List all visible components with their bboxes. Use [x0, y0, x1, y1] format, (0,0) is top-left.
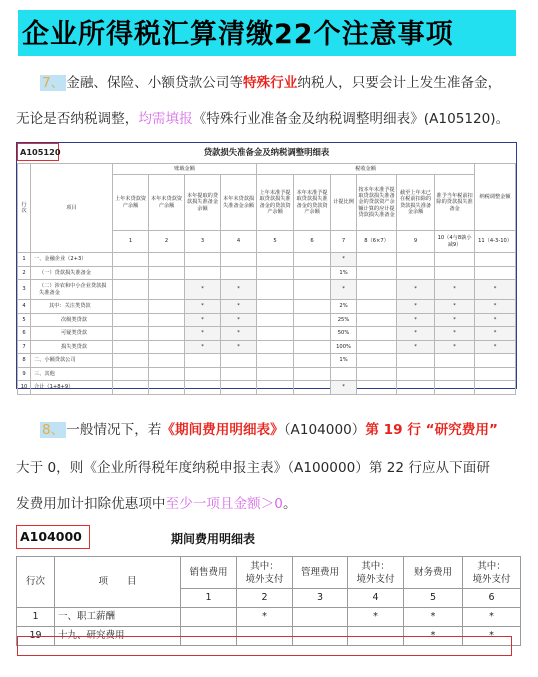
table1-row-label: 二、小额贷款公司: [31, 354, 113, 368]
table1-cell: [357, 313, 397, 327]
table1-cell: [294, 381, 331, 395]
table1-cell: [149, 381, 185, 395]
table1-row: [18, 327, 516, 341]
table1-cell: [113, 367, 149, 381]
table1-cell: [149, 327, 185, 341]
table1-cell: [113, 253, 149, 267]
table1-row: [18, 354, 516, 368]
table-a105120: [16, 142, 517, 389]
table1-cell: [185, 381, 221, 395]
table1-cell: *: [475, 300, 516, 314]
table1-row-label: 次级类贷款: [31, 313, 113, 327]
table1-cell: [294, 266, 331, 280]
table1-cell: 1%: [331, 266, 357, 280]
table1-cell: [397, 381, 435, 395]
table1-cell: [397, 253, 435, 267]
table1-cell: [357, 266, 397, 280]
table1-cell: [435, 266, 475, 280]
table1-cell: *: [185, 280, 221, 300]
table1-cell: *: [397, 313, 435, 327]
table1-cell: *: [435, 313, 475, 327]
table1-group-tax: 税收金额: [257, 164, 475, 175]
table1-cell: *: [435, 280, 475, 300]
table1-row-label: 可疑类贷款: [31, 327, 113, 341]
table1-cell: [257, 367, 294, 381]
table1-cell: *: [185, 300, 221, 314]
table1-row: [18, 340, 516, 354]
table1-cell: [113, 280, 149, 300]
table1-row: [18, 253, 516, 267]
table2-head-sales: 销售费用: [181, 557, 237, 589]
table1-cell: [185, 367, 221, 381]
table1-row-number: 10: [18, 381, 31, 395]
table1-cell: [331, 367, 357, 381]
table2-col-num: 6: [463, 589, 521, 608]
table1-cell: [149, 253, 185, 267]
table1-cell: [294, 340, 331, 354]
table1-group-account: 账载金额: [113, 164, 257, 175]
table2-cell: *: [348, 608, 404, 627]
table1-row-number: 5: [18, 313, 31, 327]
table2-head-mgmt: 管理费用: [293, 557, 348, 589]
table1-cell: [113, 340, 149, 354]
table1-col-num: 6: [294, 231, 331, 253]
table1-cell: *: [331, 381, 357, 395]
table1-cell: [185, 253, 221, 267]
table1-row-label: 一、金融企业（2+3）: [31, 253, 113, 267]
table1-cell: [435, 354, 475, 368]
table1-row-number: 6: [18, 327, 31, 341]
table1-cell: [357, 381, 397, 395]
table1-row-label: 三、其他: [31, 367, 113, 381]
table2-cell: *: [404, 627, 463, 646]
table1-cell: [357, 327, 397, 341]
table1-cell: [257, 266, 294, 280]
table1-cell: [294, 354, 331, 368]
table1-cell: [357, 340, 397, 354]
table1-cell: 2%: [331, 300, 357, 314]
table1-cell: [475, 367, 516, 381]
table1-cell: [294, 367, 331, 381]
table1-cell: [357, 253, 397, 267]
table1-cell: *: [221, 280, 257, 300]
table1-cell: *: [397, 280, 435, 300]
table2-col-num: 5: [404, 589, 463, 608]
table1-cell: [257, 280, 294, 300]
table2-code: A104000: [16, 525, 90, 549]
table1-col-num: 11（4-3-10）: [475, 231, 516, 253]
table1-cell: [257, 253, 294, 267]
table2-head-item: 项 目: [55, 557, 181, 608]
table1-cell: [149, 300, 185, 314]
table1-cell: [113, 381, 149, 395]
table2-col-num: 4: [348, 589, 404, 608]
table1-cell: [475, 253, 516, 267]
table2-title: 期间费用明细表: [171, 532, 256, 546]
table1-cell: [435, 367, 475, 381]
table1-cell: [149, 340, 185, 354]
table2-head-sales-abroad: 其中： 境外支付: [237, 557, 293, 589]
item7-line1: 7、 金融、保险、小额贷款公司等特殊行业纳税人，只要会计上发生准备金，: [42, 75, 502, 91]
table1-cell: *: [475, 327, 516, 341]
table1-cell: [294, 280, 331, 300]
table1-cell: [397, 266, 435, 280]
table1-cell: *: [185, 313, 221, 327]
table1-cell: *: [185, 327, 221, 341]
table2-head-fin-abroad: 其中： 境外支付: [463, 557, 521, 589]
table2-row-number: 19: [17, 627, 55, 646]
table1-cell: [149, 354, 185, 368]
table1-cell: [294, 253, 331, 267]
table1-col-head: 本年末贷款损失准备金余额: [221, 175, 257, 231]
table1-cell: [221, 253, 257, 267]
table1-cell: [257, 381, 294, 395]
table1-row-label: 其中：关注类贷款: [31, 300, 113, 314]
table2-cell: [181, 608, 237, 627]
table2-cell: [293, 608, 348, 627]
table1-row-number: 9: [18, 367, 31, 381]
table2-head-fin: 财务费用: [404, 557, 463, 589]
table2-cell: *: [463, 608, 521, 627]
table1-cell: [113, 354, 149, 368]
table1-cell: [357, 367, 397, 381]
table1-cell: *: [435, 327, 475, 341]
table2-col-num: 3: [293, 589, 348, 608]
table1-row: [18, 313, 516, 327]
table1-row-label: （一）贷款损失准备金: [31, 266, 113, 280]
table1-cell: *: [475, 313, 516, 327]
table2-highlight-row: [17, 636, 512, 656]
table1-cell: *: [221, 300, 257, 314]
table1-cell: [149, 367, 185, 381]
table1-cell: [357, 300, 397, 314]
table1-row: [18, 300, 516, 314]
table1-row: [18, 266, 516, 280]
table1-cell: *: [185, 340, 221, 354]
table1-head-adjust: 纳税调整金额: [475, 164, 516, 231]
table2-row-label: 一、职工薪酬: [55, 608, 181, 627]
table1-cell: *: [397, 340, 435, 354]
table1-cell: *: [475, 340, 516, 354]
table1-cell: [113, 313, 149, 327]
table2-col-num: 2: [237, 589, 293, 608]
table1-row: [18, 280, 516, 300]
table1-cell: *: [221, 313, 257, 327]
table1-cell: [185, 266, 221, 280]
table1-cell: [257, 300, 294, 314]
table1-col-num: 4: [221, 231, 257, 253]
table2-col-num: 1: [181, 589, 237, 608]
table2-row: [17, 608, 521, 627]
table1-col-head: 准予当年税前扣除的贷款损失准备金: [435, 175, 475, 231]
table1-col-head: 计提比例: [331, 175, 357, 231]
table1-col-num: 1: [113, 231, 149, 253]
table1-cell: [221, 354, 257, 368]
table1-row-number: 3: [18, 280, 31, 300]
table2-row-number: 1: [17, 608, 55, 627]
table1-cell: [257, 327, 294, 341]
table1-cell: *: [221, 340, 257, 354]
table1-col-head: 本年末准予提取贷款损失准备金的贷款资产余额: [294, 175, 331, 231]
table1-cell: [397, 367, 435, 381]
table1-cell: [435, 381, 475, 395]
table1-cell: [294, 313, 331, 327]
table1-cell: *: [397, 300, 435, 314]
table1-cell: [294, 300, 331, 314]
table1-row-label: 损失类贷款: [31, 340, 113, 354]
table1-row-number: 7: [18, 340, 31, 354]
table2-grid: [16, 556, 521, 646]
table2-cell: *: [463, 627, 521, 646]
table1-cell: *: [331, 280, 357, 300]
table1-cell: 25%: [331, 313, 357, 327]
table1-cell: *: [475, 280, 516, 300]
table1-cell: 100%: [331, 340, 357, 354]
table2-cell: *: [404, 608, 463, 627]
table1-cell: [435, 253, 475, 267]
table1-cell: [113, 266, 149, 280]
table1-row-label: 合计（1+8+9）: [31, 381, 113, 395]
table1-col-num: 9: [397, 231, 435, 253]
table1-cell: [149, 280, 185, 300]
item8-line3: 发费用加计扣除优惠项中至少一项且金额＞0。: [16, 496, 297, 512]
table1-row: [18, 367, 516, 381]
table1-col-num: 8（6×7）: [357, 231, 397, 253]
table1-head-row: 行次: [18, 164, 31, 253]
table1-col-head: 截至上年末已在税前扣除的贷款损失准备金余额: [397, 175, 435, 231]
table1-row-label: （二）涉农和中小企业贷款损失准备金: [31, 280, 113, 300]
table1-col-num: 10（4与8孰小减9）: [435, 231, 475, 253]
table1-grid: [17, 163, 516, 395]
table1-row-number: 8: [18, 354, 31, 368]
table1-cell: [475, 381, 516, 395]
table1-cell: *: [435, 300, 475, 314]
table1-cell: [475, 266, 516, 280]
table1-col-head: 上年末贷款资产余额: [113, 175, 149, 231]
table1-cell: [397, 354, 435, 368]
table1-cell: [149, 266, 185, 280]
item8-line2: 大于 0，则《企业所得税年度纳税申报主表》（A100000）第 22 行应从下面研: [16, 460, 490, 476]
page-title: 企业所得税汇算清缴22个注意事项: [22, 19, 454, 50]
table1-row-number: 1: [18, 253, 31, 267]
table1-cell: *: [221, 327, 257, 341]
table2-head-row: 行次: [17, 557, 55, 608]
table2-row-label: 十九、研究费用: [55, 627, 181, 646]
table1-cell: [357, 280, 397, 300]
item8-number: 8、: [42, 422, 65, 438]
table1-col-num: 5: [257, 231, 294, 253]
table2-cell: *: [237, 608, 293, 627]
table1-row: [18, 381, 516, 395]
table1-cell: [221, 266, 257, 280]
table1-cell: 50%: [331, 327, 357, 341]
table1-cell: [257, 313, 294, 327]
table1-cell: [357, 354, 397, 368]
table1-cell: [221, 367, 257, 381]
item8-line1: 8、 一般情况下，若《期间费用明细表》（A104000）第 19 行 “研究费用”: [42, 422, 498, 438]
table1-cell: [257, 340, 294, 354]
table1-cell: *: [331, 253, 357, 267]
table1-row-number: 4: [18, 300, 31, 314]
table1-cell: [221, 381, 257, 395]
table1-col-num: 7: [331, 231, 357, 253]
table1-cell: *: [435, 340, 475, 354]
table1-cell: 1%: [331, 354, 357, 368]
table1-cell: [185, 354, 221, 368]
table1-cell: [113, 327, 149, 341]
table1-cell: [475, 354, 516, 368]
item7-line2: 无论是否纳税调整，均需填报《特殊行业准备金及纳税调整明细表》(A105120)。: [16, 111, 510, 127]
table1-cell: [149, 313, 185, 327]
table1-col-head: 上年末准予提取贷款损失准备金的贷款资产余额: [257, 175, 294, 231]
table1-col-head: 按本年末准予提取贷款损失准备金的贷款资产余额计算的应计提贷款损失准备金: [357, 175, 397, 231]
table2-head-mgmt-abroad: 其中： 境外支付: [348, 557, 404, 589]
table1-title: 贷款损失准备金及纳税调整明细表: [203, 147, 330, 157]
table1-col-head: 本年末贷款资产余额: [149, 175, 185, 231]
table1-col-num: 3: [185, 231, 221, 253]
table1-head-item: 项目: [31, 164, 113, 253]
item7-number: 7、: [42, 75, 65, 91]
table1-row-number: 2: [18, 266, 31, 280]
table1-col-head: 本年提取的贷款损失准备金余额: [185, 175, 221, 231]
table1-cell: [294, 327, 331, 341]
table1-cell: [257, 354, 294, 368]
table1-col-num: 2: [149, 231, 185, 253]
table1-cell: [113, 300, 149, 314]
table1-cell: *: [397, 327, 435, 341]
table1-code: A105120: [17, 143, 59, 161]
